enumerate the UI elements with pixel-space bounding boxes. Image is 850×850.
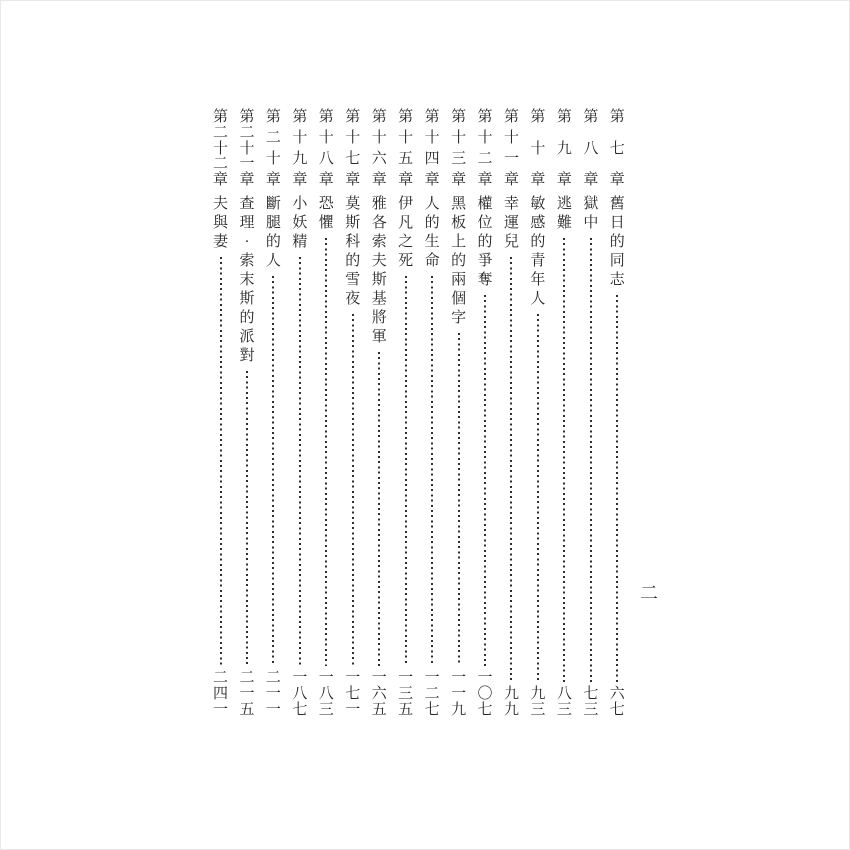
dot-leader: [510, 257, 512, 682]
toc-entry: [265, 110, 282, 718]
chapter-title: 幸 運 兒: [503, 196, 519, 250]
page-number: 九 三: [530, 686, 546, 718]
page-number: 一 〇 七: [477, 670, 493, 718]
folio-number: 二: [640, 583, 658, 603]
chapter-title: 敏 感 的 青 年 人: [530, 196, 546, 307]
toc-entry: [344, 110, 361, 718]
dot-leader: [484, 295, 486, 666]
chapter-title: 夫 與 妻: [212, 196, 228, 250]
dot-leader: [537, 314, 539, 682]
page-number: 一 七 一: [345, 670, 361, 718]
chapter-label: 第 十 七 章: [345, 109, 361, 188]
page-number: 七 三: [583, 686, 599, 718]
page-number: 一 三 五: [398, 670, 414, 718]
dot-leader: [590, 238, 592, 682]
dot-leader: [378, 352, 380, 666]
toc-entry: [450, 110, 467, 718]
toc-entry: [238, 110, 255, 718]
page-number: 二 一 一: [265, 670, 281, 718]
chapter-label: 第 十 二 章: [477, 109, 493, 188]
page-number: 九 九: [503, 686, 519, 718]
page-number: 一 八 三: [318, 670, 334, 718]
page-number: 一 二 七: [424, 670, 440, 718]
chapter-title: 黑 板 上 的 兩 個 字: [451, 196, 467, 326]
dot-leader: [431, 276, 433, 666]
toc-entry: [291, 110, 308, 718]
dot-leader: [458, 333, 460, 666]
page-number: 一 六 五: [371, 670, 387, 718]
chapter-title: 舊 日 的 同 志: [609, 196, 625, 288]
dot-leader: [616, 295, 618, 682]
page-number: 二 一 五: [239, 670, 255, 718]
chapter-title: 人 的 生 命: [424, 196, 440, 269]
page-number: 一 一 九: [451, 670, 467, 718]
chapter-title: 莫 斯 科 的 雪 夜: [345, 196, 361, 307]
dot-leader: [352, 314, 354, 666]
chapter-title: 雅 各 索 夫 斯 基 將 軍: [371, 196, 387, 345]
chapter-label: 第 十 九 章: [292, 109, 308, 188]
chapter-title: 斷 腿 的 人: [265, 196, 281, 269]
dot-leader: [246, 371, 248, 666]
chapter-title: 伊 凡 之 死: [398, 196, 414, 269]
dot-leader: [563, 238, 565, 682]
page-number: 一 八 七: [292, 670, 308, 718]
chapter-title: 小 妖 精: [292, 196, 308, 250]
toc-entry: [397, 110, 414, 718]
toc-entry: [477, 110, 494, 718]
chapter-label: 第 十 六 章: [371, 109, 387, 188]
chapter-label: 第 二 十 二 章: [212, 109, 228, 188]
chapter-label: 第 十 一 章: [503, 109, 519, 188]
chapter-label: 第 九 章: [556, 109, 572, 188]
dot-leader: [272, 276, 274, 666]
dot-leader: [220, 257, 222, 666]
chapter-label: 第 十 三 章: [451, 109, 467, 188]
chapter-title: 恐 懼: [318, 196, 334, 231]
toc-entry: [609, 110, 626, 718]
chapter-label: 第 十 八 章: [318, 109, 334, 188]
toc-entry: [529, 110, 546, 718]
chapter-title: 查 理 · 索 末 斯 的 派 對: [239, 196, 255, 364]
toc-entry: [556, 110, 573, 718]
chapter-label: 第 八 章: [583, 109, 599, 188]
dot-leader: [405, 276, 407, 666]
toc-columns: [212, 110, 626, 718]
chapter-label: 第 七 章: [609, 109, 625, 188]
toc-entry: [424, 110, 441, 718]
chapter-title: 逃 難: [556, 196, 572, 231]
page-number: 二 四 一: [212, 670, 228, 718]
dot-leader: [325, 238, 327, 666]
chapter-title: 獄 中: [583, 196, 599, 231]
chapter-label: 第 十 四 章: [424, 109, 440, 188]
chapter-label: 第 十 五 章: [398, 109, 414, 188]
dot-leader: [299, 257, 301, 666]
page-number: 八 三: [556, 686, 572, 718]
toc-entry: [371, 110, 388, 718]
toc-entry: [318, 110, 335, 718]
page-number: 六 七: [609, 686, 625, 718]
chapter-title: 權 位 的 爭 奪: [477, 196, 493, 288]
chapter-label: 第 二 十 一 章: [239, 109, 255, 188]
chapter-label: 第 二 十 章: [265, 109, 281, 188]
toc-entry: [503, 110, 520, 718]
chapter-label: 第 十 章: [530, 109, 546, 188]
toc-entry: [582, 110, 599, 718]
toc-entry: [212, 110, 229, 718]
